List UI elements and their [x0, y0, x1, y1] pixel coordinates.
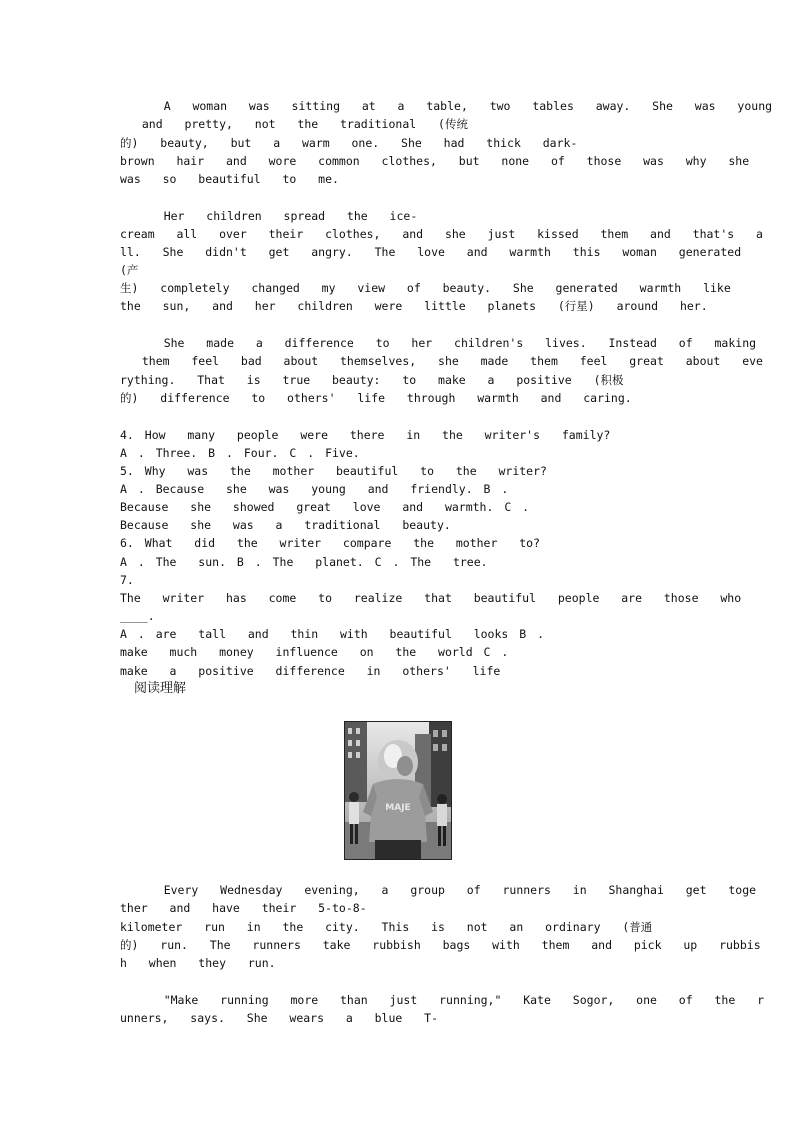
passage-1-line: brown hair and wore common clothes, but none of those was why she [120, 154, 750, 168]
passage-1-line: and pretty, not the traditional (传统 [120, 117, 468, 131]
question-line: 5. Why was the mother beautiful to the writer? [120, 464, 547, 478]
question-line: make a positive difference in others' life [120, 664, 501, 678]
runner-photo-image [345, 722, 451, 859]
passage-1-line: cream all over their clothes, and she just kissed them and that's a [120, 227, 763, 241]
passage-1-line: 的) beauty, but a warm one. She had thick dark- [120, 136, 578, 150]
passage-1-line: the sun, and her children were little planets (行星) around her. [120, 299, 708, 313]
passage-2-line: kilometer run in the city. This is not an ordinary (普通 [120, 920, 653, 934]
passage-2-line: unners, says. She wears a blue T- [120, 1011, 439, 1025]
passage-1-line: Her children spread the ice- [120, 209, 418, 223]
question-line: A . Three. B . Four. C . Five. [120, 446, 360, 460]
question-line: 7. [120, 573, 134, 587]
passage-1-line: 生) completely changed my view of beauty. She generated warmth like [120, 281, 731, 295]
question-line: A . Because she was young and friendly. B . [120, 482, 509, 496]
question-line: The writer has come to realize that beautiful people are those who [120, 591, 742, 605]
passage-1-line: them feel bad about themselves, she made them feel great about eve [120, 354, 763, 368]
passage-2-line: Every Wednesday evening, a group of runners in Shanghai get toge [120, 883, 757, 897]
question-line: A . The sun. B . The planet. C . The tree. [120, 555, 488, 569]
section-heading: 阅读理解 [134, 681, 187, 696]
passage-1-line: (产 [120, 263, 139, 277]
question-line: Because she was a traditional beauty. [120, 518, 451, 532]
runner-photo [344, 721, 452, 860]
shirt-text: MAJE [385, 803, 411, 813]
passage-2-line: "Make running more than just running," Kate Sogor, one of the r [120, 993, 765, 1007]
passage-1-line: rything. That is true beauty: to make a positive (积极 [120, 373, 624, 387]
question-line: Because she showed great love and warmth. C . [120, 500, 530, 514]
passage-1-line: A woman was sitting at a table, two tables away. She was young [120, 99, 773, 113]
passage-2-line: ther and have their 5-to-8- [120, 901, 367, 915]
passage-1-line: ll. She didn't get angry. The love and warmth this woman generated [120, 245, 742, 259]
question-line: ____. [120, 609, 155, 623]
question-line: A . are tall and thin with beautiful looks B . [120, 627, 545, 641]
passage-1-line: She made a difference to her children's lives. Instead of making [120, 336, 757, 350]
passage-1-line: was so beautiful to me. [120, 172, 339, 186]
passage-2-line: 的) run. The runners take rubbish bags with them and pick up rubbis [120, 938, 761, 952]
question-line: 6. What did the writer compare the mother to? [120, 536, 541, 550]
passage-1-line: 的) difference to others' life through warmth and caring. [120, 391, 632, 405]
question-line: 4. How many people were there in the writer's family? [120, 428, 611, 442]
passage-2-line: h when they run. [120, 956, 276, 970]
question-line: make much money influence on the world C . [120, 645, 509, 659]
